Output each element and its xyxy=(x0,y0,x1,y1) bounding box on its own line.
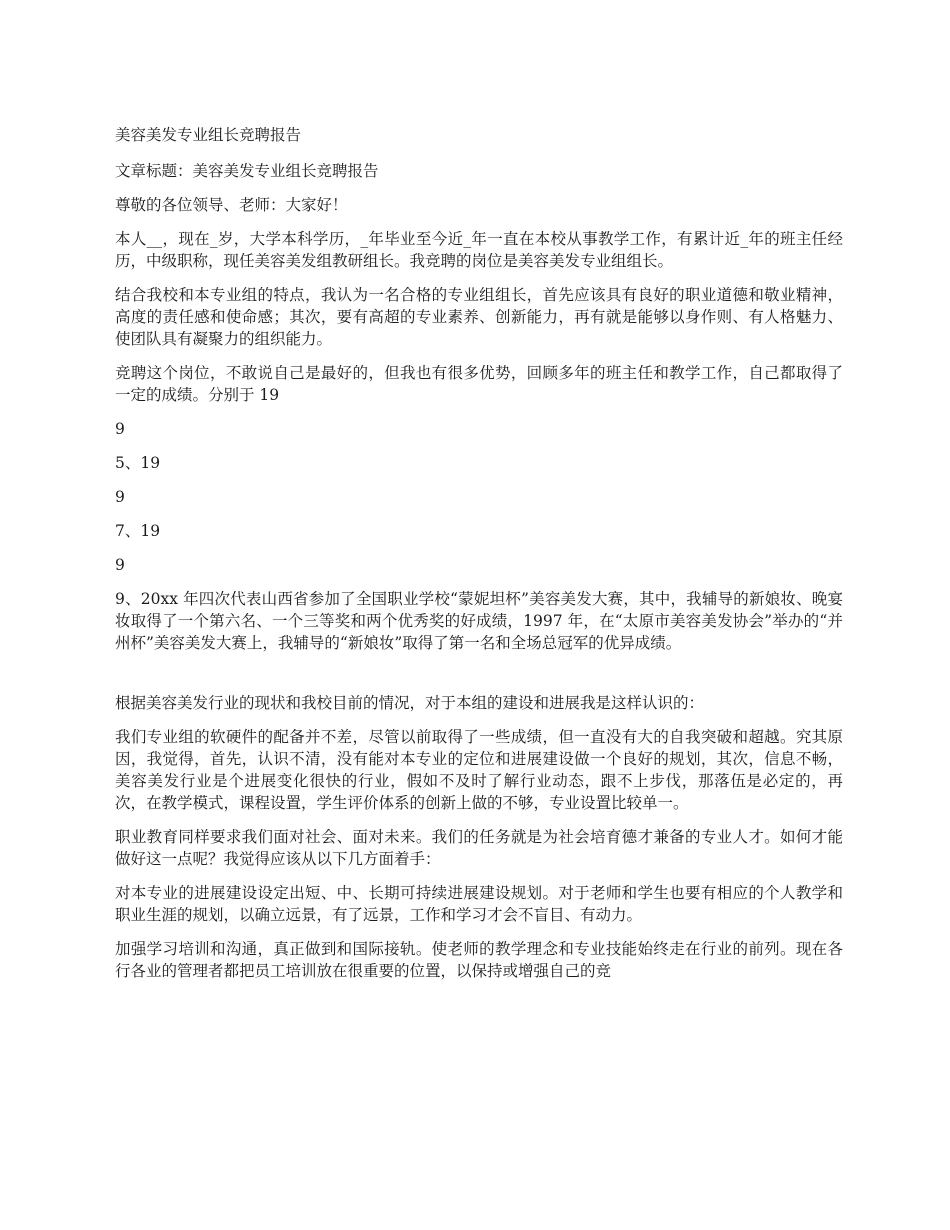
paragraph: 竞聘这个岗位，不敢说自己是最好的，但我也有很多优势，回顾多年的班主任和教学工作，自己都取得了一定的成绩。分别于 19 xyxy=(115,364,843,404)
document-title: 美容美发专业组长竞聘报告 xyxy=(115,126,302,144)
paragraph: 7、19 xyxy=(115,522,161,540)
paragraph: 结合我校和本专业组的特点，我认为一名合格的专业组组长，首先应该具有良好的职业道德和敬业精神，高度的责任感和使命感；其次，要有高超的专业素养、创新能力，再有就是能够以身作则、有人格魅力、使团队具有凝聚力的组织能力。 xyxy=(115,286,843,348)
paragraph: 9 xyxy=(115,420,125,438)
paragraph: 职业教育同样要求我们面对社会、面对未来。我们的任务就是为社会培育德才兼备的专业人才。如何才能做好这一点呢？我觉得应该从以下几方面着手： xyxy=(115,828,843,868)
paragraph: 根据美容美发行业的现状和我校目前的情况，对于本组的建设和进展我是这样认识的： xyxy=(115,694,705,712)
paragraph: 我们专业组的软硬件的配备并不差，尽管以前取得了一些成绩，但一直没有大的自我突破和超越。究其原因，我觉得，首先，认识不清，没有能对本专业的定位和进展建设做一个良好的规划，其次，信息不畅，美容美发行业是个进展变化很快的行业，假如不及时了解行业动态，跟不上步伐，那落伍是必定的，再次，在教学模式，课程设置，学生评价体系的创新上做的不够，专业设置比较单一。 xyxy=(115,728,843,812)
greeting: 尊敬的各位领导、老师：大家好！ xyxy=(115,196,348,214)
paragraph: 9 xyxy=(115,488,125,506)
paragraph: 9、20xx 年四次代表山西省参加了全国职业学校“蒙妮坦杯”美容美发大赛，其中，我辅导的新娘妆、晚宴妆取得了一个第六名、一个三等奖和两个优秀奖的好成绩，1997 年，在“太原市美容美发协会”举办的“并州杯”美容美发大赛上，我辅导的“新娘妆”取得了第一名和全场总冠军的优异成绩。 xyxy=(115,590,843,652)
paragraph: 本人__，现在_岁，大学本科学历，_年毕业至今近_年一直在本校从事教学工作，有累计近_年的班主任经历，中级职称，现任美容美发组教研组长。我竞聘的岗位是美容美发专业组组长。 xyxy=(115,230,843,270)
paragraph: 对本专业的进展建设设定出短、中、长期可持续进展建设规划。对于老师和学生也要有相应的个人教学和职业生涯的规划，以确立远景，有了远景，工作和学习才会不盲目、有动力。 xyxy=(115,884,843,924)
article-title: 文章标题：美容美发专业组长竞聘报告 xyxy=(115,162,379,180)
paragraph: 加强学习培训和沟通，真正做到和国际接轨。使老师的教学理念和专业技能始终走在行业的前列。现在各行各业的管理者都把员工培训放在很重要的位置，以保持或增强自己的竞 xyxy=(115,940,843,980)
paragraph: 5、19 xyxy=(115,454,161,472)
section-gap xyxy=(115,666,843,692)
paragraph: 9 xyxy=(115,556,125,574)
document-page xyxy=(115,124,843,994)
